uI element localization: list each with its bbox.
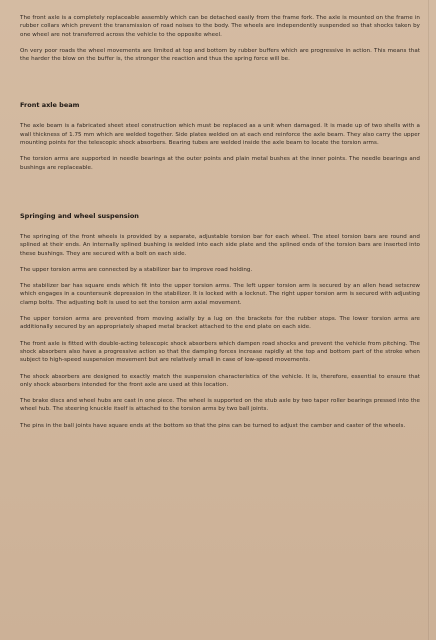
heading-springing-suspension: Springing and wheel suspension <box>20 211 139 220</box>
springing-paragraph-2: The upper torsion arms are connected by a stabilizer bar to improve road holding. <box>20 266 253 273</box>
heading-front-axle-beam: Front axle beam <box>20 101 80 110</box>
intro-paragraph-1: The front axle is a completely replaceable assembly which can be detached easily from the frame fork. The axle is mounted on the frame in rubber collars which prevent the transmission of road noises to the body. The wheels are independently suspended so that shocks taken by one wheel are not transferred across the vehicle to the opposite wheel. <box>20 15 420 38</box>
springing-paragraph-1: The springing of the front wheels is provided by a separate, adjustable torsion bar for each wheel. The steel torsion bars are round and splined at their ends. An internally splined bushing is welded into each side plate and the splined ends of the torsion bars are inserted into these bushings. They are secured with a bolt on each side. <box>20 233 420 257</box>
intro-paragraph-2: On very poor roads the wheel movements are limited at top and bottom by rubber buffers which are progressive in action. This means that the harder the blow on the buffer is, the stronger the reaction and thus the spring force will be. <box>20 47 420 63</box>
page-fold-shadow <box>428 0 430 640</box>
springing-paragraph-3: The stabilizer bar has square ends which fit into the upper torsion arms. The left upper torsion arm is secured by an allen head setscrew which engages in a countersunk depression in the stabilizer. It is locked with a locknut. The right upper torsion arm is secured with adjusting clamp bolts. The adjusting bolt is used to set the torsion arm axial movement. <box>20 283 420 306</box>
springing-paragraph-6: The shock absorbers are designed to exactly match the suspension characteristics of the vehicle. It is, therefore, essential to ensure that only shock absorbers intended for the front axle are used at this location. <box>20 373 420 388</box>
axle-beam-paragraph-2: The torsion arms are supported in needle bearings at the outer points and plain metal bushes at the inner points. The needle bearings and bushings are replaceable. <box>20 156 420 171</box>
springing-paragraph-8: The pins in the ball joints have square ends at the bottom so that the pins can be turned to adjust the camber and caster of the wheels. <box>20 422 406 429</box>
springing-paragraph-4: The upper torsion arms are prevented from moving axially by a lug on the brackets for the rubber stops. The lower torsion arms are additionally secured by an appropriately shaped metal bracket attached to the end plate on each side. <box>20 316 420 331</box>
axle-beam-paragraph-1: The axle beam is a fabricated sheet steel construction which must be replaced as a unit when damaged. It is made up of two shells with a wall thickness of 1.75 mm which are welded together. Side plates welded on at each end reinforce the axle beam. They also carry the upper mounting points for the telescopic shock absorbers. Bearing tubes are welded inside the axle beam to locate the torsion arms. <box>20 123 420 147</box>
springing-paragraph-5: The front axle is fitted with double-acting telescopic shock absorbers which dampen road shocks and prevent the vehicle from pitching. The shock absorbers also have a progressive action so that the damping forces increase rapidly at the top and bottom part of the stroke when subject to high-speed suspension movement but are relatively small in case of low-speed movements. <box>20 340 420 364</box>
springing-paragraph-7: The brake discs and wheel hubs are cast in one piece. The wheel is supported on the stub axle by two taper roller bearings pressed into the wheel hub. The steering knuckle itself is attached to the torsion arms by two ball joints. <box>20 398 420 413</box>
